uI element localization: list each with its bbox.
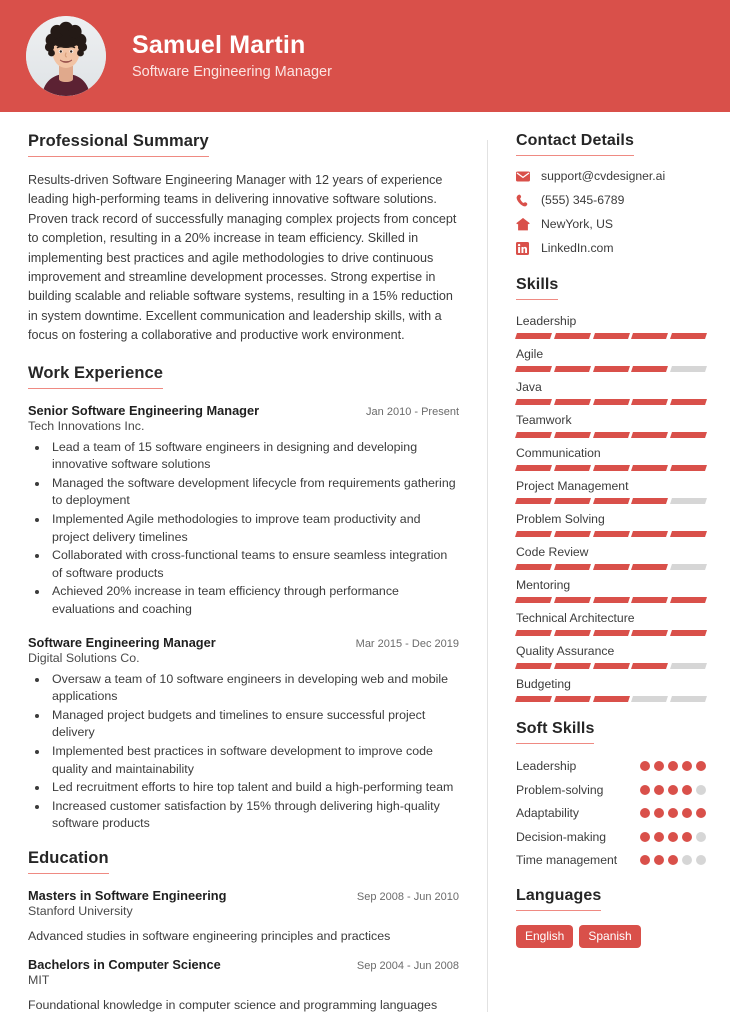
list-item: • Collaborated with cross-functional teams to ensure seamless integration of software products <box>49 547 459 582</box>
experience-entry-header <box>28 403 459 418</box>
skill-level-segment <box>670 663 707 669</box>
skill-level-segment <box>631 498 668 504</box>
rating-dot <box>696 832 706 842</box>
rating-dot <box>668 761 678 771</box>
skill-level-segment <box>631 531 668 537</box>
skill-level-segment <box>593 432 630 438</box>
skill-level-segment <box>670 597 707 603</box>
rating-dot <box>668 855 678 865</box>
rating-dot <box>682 855 692 865</box>
job-title: Senior Software Engineering Manager <box>28 402 260 418</box>
rating-dot <box>696 855 706 865</box>
skill-level-segment <box>554 630 591 636</box>
list-item: • Achieved 20% increase in team efficiency through performance evaluations and coaching <box>49 583 459 618</box>
degree-date: Sep 2008 - Jun 2010 <box>356 890 459 903</box>
education-entry-header <box>28 888 459 903</box>
rating-dot <box>668 832 678 842</box>
skill-level-segment <box>554 531 591 537</box>
job-date: Mar 2015 - Dec 2019 <box>355 637 459 650</box>
section-heading-soft-skills: Soft Skills <box>516 720 594 744</box>
contact-value: NewYork, US <box>541 217 614 231</box>
skill-label: Agile <box>516 347 544 361</box>
skill-label: Leadership <box>516 314 577 328</box>
soft-skill-label: Time management <box>516 853 618 867</box>
skill-level-segment <box>670 399 707 405</box>
soft-skill-rating <box>640 852 706 865</box>
skill-level-bar <box>516 498 706 504</box>
experience-entry-header <box>28 635 459 650</box>
skill-level-segment <box>631 564 668 570</box>
section-heading-summary: Professional Summary <box>28 132 209 157</box>
skill-label: Problem Solving <box>516 512 605 526</box>
rating-dot <box>640 808 650 818</box>
skill-level-segment <box>515 597 552 603</box>
skill-level-segment <box>631 465 668 471</box>
school-name: Stanford University <box>28 903 133 918</box>
rating-dot <box>654 785 664 795</box>
skill-level-segment <box>554 333 591 339</box>
languages-list <box>516 925 706 948</box>
rating-dot <box>654 832 664 842</box>
skill-level-segment <box>631 333 668 339</box>
list-item: • Oversaw a team of 10 software engineers in developing web and mobile applications <box>49 671 459 706</box>
skill-level-segment <box>515 696 552 702</box>
home-icon <box>516 218 533 231</box>
school-name: MIT <box>28 972 50 987</box>
skill-level-segment <box>670 630 707 636</box>
skill-level-bar <box>516 597 706 603</box>
section-heading-skills: Skills <box>516 276 558 300</box>
skill-level-bar <box>516 663 706 669</box>
skill-level-bar <box>516 432 706 438</box>
skill-row <box>516 578 706 603</box>
rating-dot <box>682 785 692 795</box>
skill-label: Technical Architecture <box>516 611 635 625</box>
skill-label: Budgeting <box>516 677 571 691</box>
skill-level-segment <box>593 498 630 504</box>
skill-level-segment <box>593 366 630 372</box>
rating-dot <box>682 808 692 818</box>
envelope-icon <box>516 171 533 182</box>
skill-row <box>516 380 706 405</box>
list-item: • Managed the software development lifecycle from requirements gathering to deployment <box>49 475 459 510</box>
degree-title: Bachelors in Computer Science <box>28 956 221 972</box>
skill-row <box>516 314 706 339</box>
rating-dot <box>696 761 706 771</box>
job-bullets <box>28 671 459 833</box>
skill-label: Project Management <box>516 479 629 493</box>
soft-skill-rating <box>640 829 706 842</box>
skill-level-segment <box>554 564 591 570</box>
skill-level-segment <box>593 663 630 669</box>
main-column <box>0 132 487 1024</box>
avatar <box>26 16 106 96</box>
skill-level-segment <box>515 432 552 438</box>
section-heading-education: Education <box>28 849 109 874</box>
skill-row <box>516 512 706 537</box>
skill-row <box>516 446 706 471</box>
skill-row <box>516 644 706 669</box>
section-professional-summary <box>28 132 459 346</box>
skill-level-bar <box>516 366 706 372</box>
rating-dot <box>696 785 706 795</box>
page-title: Samuel Martin <box>132 30 306 59</box>
skill-level-segment <box>631 432 668 438</box>
language-chip: English <box>516 925 573 948</box>
language-chip: Spanish <box>579 925 640 948</box>
soft-skill-label: Leadership <box>516 759 577 773</box>
soft-skills-list <box>516 758 706 869</box>
contact-item-linkedin[interactable] <box>516 240 706 256</box>
summary-text: Results-driven Software Engineering Manager with 12 years of experience leading high-performing teams in delivering innovative software solutions. Proven track record of successfully managing complex projects from concept to completion, resulting in a 20% increase in team efficiency. Skilled in implementing best practices and agile methodologies to drive continuous improvement and streamline development processes. Strong expertise in building scalable and reliable software systems, resulting in a 15% reduction in system downtime. Excellent communication and leadership skills, with a focus on fostering a collaborative and productive work environment. <box>28 173 457 343</box>
section-contact-details <box>516 132 706 256</box>
job-title: Software Engineering Manager <box>28 634 216 650</box>
section-education <box>28 849 459 1014</box>
rating-dot <box>682 761 692 771</box>
experience-entry <box>28 403 459 619</box>
skill-level-segment <box>515 366 552 372</box>
skill-row <box>516 479 706 504</box>
rating-dot <box>696 808 706 818</box>
skill-label: Quality Assurance <box>516 644 615 658</box>
soft-skill-rating <box>640 782 706 795</box>
section-heading-experience: Work Experience <box>28 364 163 389</box>
skill-level-segment <box>554 366 591 372</box>
section-skills <box>516 276 706 702</box>
section-work-experience <box>28 364 459 833</box>
resume-header <box>0 0 730 112</box>
degree-date: Sep 2004 - Jun 2008 <box>356 959 459 972</box>
education-entry <box>28 957 459 1014</box>
skill-level-segment <box>670 432 707 438</box>
rating-dot <box>640 832 650 842</box>
skill-level-segment <box>670 465 707 471</box>
skill-level-segment <box>554 696 591 702</box>
skill-level-bar <box>516 696 706 702</box>
skill-level-segment <box>554 399 591 405</box>
job-date: Jan 2010 - Present <box>366 405 459 418</box>
skill-level-segment <box>670 366 707 372</box>
skill-level-segment <box>670 696 707 702</box>
section-languages <box>516 887 706 948</box>
education-entry-header <box>28 957 459 972</box>
contact-list <box>516 168 706 256</box>
degree-description: Foundational knowledge in computer science and programming languages <box>28 997 438 1012</box>
soft-skill-row <box>516 782 706 799</box>
skill-level-segment <box>593 630 630 636</box>
profile-photo-icon <box>26 16 106 96</box>
skill-label: Communication <box>516 446 601 460</box>
skill-level-bar <box>516 630 706 636</box>
skill-level-bar <box>516 531 706 537</box>
header-subtitle: Software Engineering Manager <box>132 63 332 80</box>
rating-dot <box>640 855 650 865</box>
skill-label: Java <box>516 380 542 394</box>
skill-level-bar <box>516 399 706 405</box>
header-text <box>132 31 332 81</box>
skill-level-segment <box>631 663 668 669</box>
job-company: Tech Innovations Inc. <box>28 418 145 433</box>
list-item: • Implemented best practices in software development to improve code quality and maintainability <box>49 743 459 778</box>
job-company: Digital Solutions Co. <box>28 650 140 665</box>
rating-dot <box>682 832 692 842</box>
degree-title: Masters in Software Engineering <box>28 887 227 903</box>
skill-row <box>516 347 706 372</box>
soft-skill-rating <box>640 758 706 771</box>
skill-level-segment <box>670 333 707 339</box>
experience-entry <box>28 635 459 833</box>
skill-level-segment <box>593 333 630 339</box>
phone-icon <box>516 194 533 207</box>
skill-level-segment <box>593 597 630 603</box>
section-soft-skills <box>516 720 706 869</box>
rating-dot <box>668 808 678 818</box>
skill-level-segment <box>631 630 668 636</box>
soft-skill-row <box>516 758 706 775</box>
skill-label: Teamwork <box>516 413 572 427</box>
skill-level-segment <box>554 498 591 504</box>
skill-level-segment <box>593 564 630 570</box>
list-item: • Managed project budgets and timelines to ensure successful project delivery <box>49 707 459 742</box>
rating-dot <box>654 808 664 818</box>
linkedin-icon <box>516 242 533 255</box>
list-item: • Led recruitment efforts to hire top talent and build a high-performing team <box>49 779 459 797</box>
skill-level-segment <box>515 564 552 570</box>
skill-level-segment <box>554 432 591 438</box>
skill-level-bar <box>516 564 706 570</box>
soft-skill-rating <box>640 805 706 818</box>
rating-dot <box>640 785 650 795</box>
degree-description: Advanced studies in software engineering principles and practices <box>28 928 391 943</box>
contact-value: (555) 345-6789 <box>541 193 625 207</box>
job-bullets <box>28 439 459 619</box>
rating-dot <box>668 785 678 795</box>
skill-label: Mentoring <box>516 578 571 592</box>
skill-level-segment <box>515 630 552 636</box>
skill-level-bar <box>516 333 706 339</box>
skill-row <box>516 677 706 702</box>
skill-level-segment <box>670 531 707 537</box>
skill-level-segment <box>631 366 668 372</box>
skill-level-segment <box>515 498 552 504</box>
contact-item-phone[interactable] <box>516 192 706 208</box>
contact-value: support@cvdesigner.ai <box>541 169 666 183</box>
education-entry <box>28 888 459 945</box>
skill-level-segment <box>593 696 630 702</box>
skill-level-segment <box>515 333 552 339</box>
skill-level-segment <box>593 465 630 471</box>
soft-skill-label: Decision-making <box>516 829 607 844</box>
skill-row <box>516 611 706 636</box>
soft-skill-label: Adaptability <box>516 806 580 820</box>
skill-level-segment <box>631 399 668 405</box>
skill-level-segment <box>515 399 552 405</box>
skill-label: Code Review <box>516 545 589 559</box>
soft-skill-label: Problem-solving <box>516 782 604 797</box>
skill-level-segment <box>631 696 668 702</box>
section-heading-contact: Contact Details <box>516 132 634 156</box>
soft-skill-row <box>516 852 706 869</box>
skill-level-segment <box>554 465 591 471</box>
contact-item-location[interactable] <box>516 216 706 232</box>
skill-level-segment <box>670 564 707 570</box>
resume-body <box>0 112 730 1024</box>
skill-level-segment <box>631 597 668 603</box>
soft-skill-row <box>516 805 706 822</box>
skill-row <box>516 413 706 438</box>
rating-dot <box>654 761 664 771</box>
skill-row <box>516 545 706 570</box>
skill-level-segment <box>515 663 552 669</box>
skills-list <box>516 314 706 702</box>
soft-skill-row <box>516 829 706 846</box>
rating-dot <box>654 855 664 865</box>
list-item: • Implemented Agile methodologies to improve team productivity and project delivery timelines <box>49 511 459 546</box>
list-item: • Lead a team of 15 software engineers in designing and developing innovative software solutions <box>49 439 459 474</box>
skill-level-bar <box>516 465 706 471</box>
sidebar-column <box>488 132 730 1024</box>
skill-level-segment <box>593 399 630 405</box>
skill-level-segment <box>554 597 591 603</box>
skill-level-segment <box>515 465 552 471</box>
contact-value: LinkedIn.com <box>541 241 614 255</box>
skill-level-segment <box>515 531 552 537</box>
skill-level-segment <box>593 531 630 537</box>
section-heading-languages: Languages <box>516 887 601 911</box>
list-item: • Increased customer satisfaction by 15% through delivering high-quality software products <box>49 798 459 833</box>
rating-dot <box>640 761 650 771</box>
skill-level-segment <box>554 663 591 669</box>
contact-item-email[interactable] <box>516 168 706 184</box>
skill-level-segment <box>670 498 707 504</box>
